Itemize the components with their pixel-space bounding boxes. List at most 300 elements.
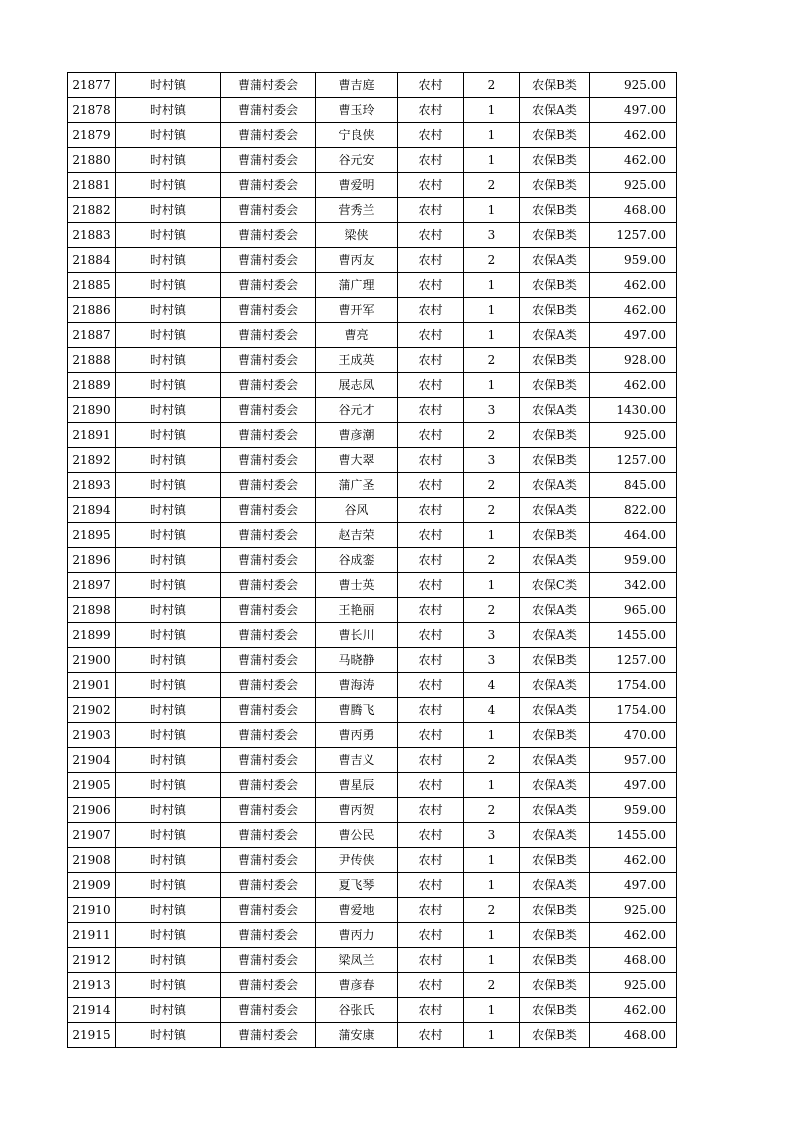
people-count-cell: 1 xyxy=(464,273,520,298)
category-cell: 农保A类 xyxy=(520,473,590,498)
table-row xyxy=(68,123,677,148)
town-cell: 时村镇 xyxy=(116,723,221,748)
people-count-cell: 1 xyxy=(464,1023,520,1048)
record-id-cell: 21896 xyxy=(68,548,116,573)
table-row xyxy=(68,398,677,423)
amount-cell: 1754.00 xyxy=(590,673,677,698)
table-row xyxy=(68,673,677,698)
village-committee-cell: 曹蒲村委会 xyxy=(221,948,316,973)
people-count-cell: 2 xyxy=(464,73,520,98)
town-cell: 时村镇 xyxy=(116,573,221,598)
record-id-cell: 21914 xyxy=(68,998,116,1023)
amount-cell: 468.00 xyxy=(590,198,677,223)
record-id-cell: 21900 xyxy=(68,648,116,673)
table-row xyxy=(68,773,677,798)
household-type-cell: 农村 xyxy=(398,898,464,923)
village-committee-cell: 曹蒲村委会 xyxy=(221,548,316,573)
amount-cell: 959.00 xyxy=(590,798,677,823)
record-id-cell: 21891 xyxy=(68,423,116,448)
village-committee-cell: 曹蒲村委会 xyxy=(221,673,316,698)
table-row xyxy=(68,648,677,673)
town-cell: 时村镇 xyxy=(116,298,221,323)
table-row xyxy=(68,73,677,98)
people-count-cell: 2 xyxy=(464,423,520,448)
name-cell: 曹彦春 xyxy=(316,973,398,998)
amount-cell: 822.00 xyxy=(590,498,677,523)
name-cell: 展志凤 xyxy=(316,373,398,398)
category-cell: 农保A类 xyxy=(520,673,590,698)
village-committee-cell: 曹蒲村委会 xyxy=(221,748,316,773)
amount-cell: 1455.00 xyxy=(590,623,677,648)
town-cell: 时村镇 xyxy=(116,173,221,198)
record-id-cell: 21910 xyxy=(68,898,116,923)
town-cell: 时村镇 xyxy=(116,523,221,548)
name-cell: 曹星辰 xyxy=(316,773,398,798)
name-cell: 王艳丽 xyxy=(316,598,398,623)
amount-cell: 462.00 xyxy=(590,998,677,1023)
town-cell: 时村镇 xyxy=(116,873,221,898)
category-cell: 农保B类 xyxy=(520,223,590,248)
village-committee-cell: 曹蒲村委会 xyxy=(221,623,316,648)
village-committee-cell: 曹蒲村委会 xyxy=(221,223,316,248)
name-cell: 梁侠 xyxy=(316,223,398,248)
name-cell: 曹丙勇 xyxy=(316,723,398,748)
town-cell: 时村镇 xyxy=(116,348,221,373)
people-count-cell: 1 xyxy=(464,373,520,398)
name-cell: 谷元安 xyxy=(316,148,398,173)
amount-cell: 925.00 xyxy=(590,898,677,923)
name-cell: 曹丙力 xyxy=(316,923,398,948)
town-cell: 时村镇 xyxy=(116,148,221,173)
category-cell: 农保A类 xyxy=(520,748,590,773)
household-type-cell: 农村 xyxy=(398,998,464,1023)
town-cell: 时村镇 xyxy=(116,398,221,423)
household-type-cell: 农村 xyxy=(398,723,464,748)
people-count-cell: 2 xyxy=(464,548,520,573)
category-cell: 农保B类 xyxy=(520,298,590,323)
table-row xyxy=(68,223,677,248)
table-row xyxy=(68,423,677,448)
name-cell: 曹士英 xyxy=(316,573,398,598)
village-committee-cell: 曹蒲村委会 xyxy=(221,648,316,673)
people-count-cell: 3 xyxy=(464,823,520,848)
village-committee-cell: 曹蒲村委会 xyxy=(221,448,316,473)
category-cell: 农保B类 xyxy=(520,173,590,198)
village-committee-cell: 曹蒲村委会 xyxy=(221,898,316,923)
town-cell: 时村镇 xyxy=(116,423,221,448)
town-cell: 时村镇 xyxy=(116,223,221,248)
category-cell: 农保B类 xyxy=(520,73,590,98)
name-cell: 曹吉义 xyxy=(316,748,398,773)
category-cell: 农保B类 xyxy=(520,523,590,548)
town-cell: 时村镇 xyxy=(116,448,221,473)
table-row xyxy=(68,323,677,348)
table-row xyxy=(68,473,677,498)
category-cell: 农保B类 xyxy=(520,448,590,473)
people-count-cell: 1 xyxy=(464,773,520,798)
record-id-cell: 21877 xyxy=(68,73,116,98)
town-cell: 时村镇 xyxy=(116,1023,221,1048)
record-id-cell: 21898 xyxy=(68,598,116,623)
table-row xyxy=(68,848,677,873)
category-cell: 农保A类 xyxy=(520,323,590,348)
household-type-cell: 农村 xyxy=(398,98,464,123)
people-count-cell: 2 xyxy=(464,748,520,773)
people-count-cell: 1 xyxy=(464,98,520,123)
people-count-cell: 3 xyxy=(464,223,520,248)
record-id-cell: 21897 xyxy=(68,573,116,598)
name-cell: 曹彦潮 xyxy=(316,423,398,448)
people-count-cell: 3 xyxy=(464,398,520,423)
record-id-cell: 21880 xyxy=(68,148,116,173)
table-row xyxy=(68,798,677,823)
category-cell: 农保B类 xyxy=(520,423,590,448)
village-committee-cell: 曹蒲村委会 xyxy=(221,723,316,748)
town-cell: 时村镇 xyxy=(116,948,221,973)
people-count-cell: 1 xyxy=(464,923,520,948)
household-type-cell: 农村 xyxy=(398,373,464,398)
household-type-cell: 农村 xyxy=(398,923,464,948)
amount-cell: 462.00 xyxy=(590,148,677,173)
amount-cell: 925.00 xyxy=(590,423,677,448)
record-id-cell: 21909 xyxy=(68,873,116,898)
household-type-cell: 农村 xyxy=(398,773,464,798)
table-row xyxy=(68,873,677,898)
household-type-cell: 农村 xyxy=(398,873,464,898)
amount-cell: 925.00 xyxy=(590,73,677,98)
category-cell: 农保A类 xyxy=(520,623,590,648)
record-id-cell: 21884 xyxy=(68,248,116,273)
amount-cell: 957.00 xyxy=(590,748,677,773)
table-row xyxy=(68,1023,677,1048)
village-committee-cell: 曹蒲村委会 xyxy=(221,773,316,798)
category-cell: 农保B类 xyxy=(520,348,590,373)
town-cell: 时村镇 xyxy=(116,798,221,823)
amount-cell: 468.00 xyxy=(590,1023,677,1048)
category-cell: 农保B类 xyxy=(520,648,590,673)
record-id-cell: 21893 xyxy=(68,473,116,498)
category-cell: 农保B类 xyxy=(520,123,590,148)
record-id-cell: 21894 xyxy=(68,498,116,523)
town-cell: 时村镇 xyxy=(116,748,221,773)
town-cell: 时村镇 xyxy=(116,848,221,873)
town-cell: 时村镇 xyxy=(116,473,221,498)
amount-cell: 1257.00 xyxy=(590,448,677,473)
record-id-cell: 21907 xyxy=(68,823,116,848)
category-cell: 农保A类 xyxy=(520,698,590,723)
name-cell: 谷风 xyxy=(316,498,398,523)
household-type-cell: 农村 xyxy=(398,748,464,773)
category-cell: 农保B类 xyxy=(520,373,590,398)
household-type-cell: 农村 xyxy=(398,673,464,698)
table-row xyxy=(68,823,677,848)
category-cell: 农保A类 xyxy=(520,823,590,848)
table-body xyxy=(68,73,677,1048)
town-cell: 时村镇 xyxy=(116,898,221,923)
category-cell: 农保A类 xyxy=(520,773,590,798)
household-type-cell: 农村 xyxy=(398,498,464,523)
town-cell: 时村镇 xyxy=(116,648,221,673)
name-cell: 梁凤兰 xyxy=(316,948,398,973)
table-row xyxy=(68,273,677,298)
name-cell: 曹开军 xyxy=(316,298,398,323)
village-committee-cell: 曹蒲村委会 xyxy=(221,298,316,323)
household-type-cell: 农村 xyxy=(398,973,464,998)
village-committee-cell: 曹蒲村委会 xyxy=(221,698,316,723)
category-cell: 农保B类 xyxy=(520,148,590,173)
people-count-cell: 1 xyxy=(464,998,520,1023)
record-id-cell: 21888 xyxy=(68,348,116,373)
people-count-cell: 4 xyxy=(464,673,520,698)
village-committee-cell: 曹蒲村委会 xyxy=(221,923,316,948)
name-cell: 尹传侠 xyxy=(316,848,398,873)
town-cell: 时村镇 xyxy=(116,198,221,223)
record-id-cell: 21901 xyxy=(68,673,116,698)
household-type-cell: 农村 xyxy=(398,198,464,223)
name-cell: 宁良侠 xyxy=(316,123,398,148)
name-cell: 营秀兰 xyxy=(316,198,398,223)
people-count-cell: 1 xyxy=(464,523,520,548)
name-cell: 曹爱明 xyxy=(316,173,398,198)
village-committee-cell: 曹蒲村委会 xyxy=(221,473,316,498)
name-cell: 曹亮 xyxy=(316,323,398,348)
table-row xyxy=(68,448,677,473)
village-committee-cell: 曹蒲村委会 xyxy=(221,148,316,173)
name-cell: 谷元才 xyxy=(316,398,398,423)
village-committee-cell: 曹蒲村委会 xyxy=(221,498,316,523)
amount-cell: 925.00 xyxy=(590,173,677,198)
household-type-cell: 农村 xyxy=(398,173,464,198)
amount-cell: 959.00 xyxy=(590,548,677,573)
category-cell: 农保B类 xyxy=(520,1023,590,1048)
record-id-cell: 21892 xyxy=(68,448,116,473)
category-cell: 农保C类 xyxy=(520,573,590,598)
people-count-cell: 1 xyxy=(464,298,520,323)
town-cell: 时村镇 xyxy=(116,673,221,698)
amount-cell: 965.00 xyxy=(590,598,677,623)
village-committee-cell: 曹蒲村委会 xyxy=(221,998,316,1023)
amount-cell: 462.00 xyxy=(590,298,677,323)
village-committee-cell: 曹蒲村委会 xyxy=(221,598,316,623)
people-count-cell: 2 xyxy=(464,348,520,373)
village-committee-cell: 曹蒲村委会 xyxy=(221,523,316,548)
people-count-cell: 2 xyxy=(464,473,520,498)
amount-cell: 1754.00 xyxy=(590,698,677,723)
household-type-cell: 农村 xyxy=(398,848,464,873)
amount-cell: 1455.00 xyxy=(590,823,677,848)
category-cell: 农保B类 xyxy=(520,848,590,873)
table-row xyxy=(68,898,677,923)
name-cell: 曹玉玲 xyxy=(316,98,398,123)
category-cell: 农保A类 xyxy=(520,873,590,898)
category-cell: 农保B类 xyxy=(520,948,590,973)
name-cell: 曹长川 xyxy=(316,623,398,648)
household-type-cell: 农村 xyxy=(398,1023,464,1048)
record-id-cell: 21883 xyxy=(68,223,116,248)
category-cell: 农保B类 xyxy=(520,973,590,998)
village-committee-cell: 曹蒲村委会 xyxy=(221,573,316,598)
record-id-cell: 21889 xyxy=(68,373,116,398)
people-count-cell: 1 xyxy=(464,123,520,148)
table-row xyxy=(68,623,677,648)
name-cell: 曹爱地 xyxy=(316,898,398,923)
household-type-cell: 农村 xyxy=(398,323,464,348)
amount-cell: 497.00 xyxy=(590,873,677,898)
people-count-cell: 3 xyxy=(464,648,520,673)
table-row xyxy=(68,198,677,223)
people-count-cell: 1 xyxy=(464,148,520,173)
name-cell: 王成英 xyxy=(316,348,398,373)
village-committee-cell: 曹蒲村委会 xyxy=(221,348,316,373)
record-id-cell: 21905 xyxy=(68,773,116,798)
record-id-cell: 21913 xyxy=(68,973,116,998)
town-cell: 时村镇 xyxy=(116,923,221,948)
people-count-cell: 2 xyxy=(464,173,520,198)
people-count-cell: 2 xyxy=(464,498,520,523)
record-id-cell: 21885 xyxy=(68,273,116,298)
amount-cell: 497.00 xyxy=(590,773,677,798)
household-type-cell: 农村 xyxy=(398,73,464,98)
amount-cell: 462.00 xyxy=(590,123,677,148)
name-cell: 马晓静 xyxy=(316,648,398,673)
town-cell: 时村镇 xyxy=(116,623,221,648)
household-type-cell: 农村 xyxy=(398,823,464,848)
household-type-cell: 农村 xyxy=(398,598,464,623)
village-committee-cell: 曹蒲村委会 xyxy=(221,248,316,273)
town-cell: 时村镇 xyxy=(116,273,221,298)
town-cell: 时村镇 xyxy=(116,698,221,723)
town-cell: 时村镇 xyxy=(116,73,221,98)
household-type-cell: 农村 xyxy=(398,123,464,148)
household-type-cell: 农村 xyxy=(398,348,464,373)
town-cell: 时村镇 xyxy=(116,323,221,348)
village-committee-cell: 曹蒲村委会 xyxy=(221,798,316,823)
name-cell: 曹大翠 xyxy=(316,448,398,473)
amount-cell: 462.00 xyxy=(590,923,677,948)
record-id-cell: 21887 xyxy=(68,323,116,348)
amount-cell: 959.00 xyxy=(590,248,677,273)
name-cell: 蒲广理 xyxy=(316,273,398,298)
town-cell: 时村镇 xyxy=(116,248,221,273)
table-row xyxy=(68,998,677,1023)
household-type-cell: 农村 xyxy=(398,273,464,298)
record-id-cell: 21879 xyxy=(68,123,116,148)
household-type-cell: 农村 xyxy=(398,448,464,473)
name-cell: 曹腾飞 xyxy=(316,698,398,723)
people-count-cell: 1 xyxy=(464,873,520,898)
village-committee-cell: 曹蒲村委会 xyxy=(221,198,316,223)
village-committee-cell: 曹蒲村委会 xyxy=(221,173,316,198)
table-row xyxy=(68,523,677,548)
village-committee-cell: 曹蒲村委会 xyxy=(221,873,316,898)
people-count-cell: 1 xyxy=(464,848,520,873)
table-row xyxy=(68,723,677,748)
people-count-cell: 2 xyxy=(464,598,520,623)
record-id-cell: 21886 xyxy=(68,298,116,323)
people-count-cell: 1 xyxy=(464,948,520,973)
category-cell: 农保B类 xyxy=(520,998,590,1023)
name-cell: 曹吉庭 xyxy=(316,73,398,98)
people-count-cell: 2 xyxy=(464,798,520,823)
table-row xyxy=(68,548,677,573)
name-cell: 赵吉荣 xyxy=(316,523,398,548)
category-cell: 农保A类 xyxy=(520,548,590,573)
record-id-cell: 21890 xyxy=(68,398,116,423)
name-cell: 夏飞琴 xyxy=(316,873,398,898)
record-id-cell: 21895 xyxy=(68,523,116,548)
amount-cell: 925.00 xyxy=(590,973,677,998)
town-cell: 时村镇 xyxy=(116,823,221,848)
table-row xyxy=(68,148,677,173)
town-cell: 时村镇 xyxy=(116,373,221,398)
household-type-cell: 农村 xyxy=(398,948,464,973)
table-row xyxy=(68,598,677,623)
village-committee-cell: 曹蒲村委会 xyxy=(221,973,316,998)
household-type-cell: 农村 xyxy=(398,548,464,573)
amount-cell: 1257.00 xyxy=(590,223,677,248)
household-type-cell: 农村 xyxy=(398,698,464,723)
table-row xyxy=(68,498,677,523)
table-row xyxy=(68,173,677,198)
household-type-cell: 农村 xyxy=(398,298,464,323)
category-cell: 农保A类 xyxy=(520,598,590,623)
village-committee-cell: 曹蒲村委会 xyxy=(221,823,316,848)
amount-cell: 497.00 xyxy=(590,323,677,348)
town-cell: 时村镇 xyxy=(116,998,221,1023)
category-cell: 农保B类 xyxy=(520,723,590,748)
people-count-cell: 2 xyxy=(464,898,520,923)
category-cell: 农保A类 xyxy=(520,798,590,823)
amount-cell: 1257.00 xyxy=(590,648,677,673)
name-cell: 蒲广圣 xyxy=(316,473,398,498)
town-cell: 时村镇 xyxy=(116,598,221,623)
village-committee-cell: 曹蒲村委会 xyxy=(221,73,316,98)
table-row xyxy=(68,573,677,598)
household-type-cell: 农村 xyxy=(398,798,464,823)
household-type-cell: 农村 xyxy=(398,148,464,173)
village-committee-cell: 曹蒲村委会 xyxy=(221,848,316,873)
data-table xyxy=(67,72,677,1048)
people-count-cell: 1 xyxy=(464,723,520,748)
people-count-cell: 3 xyxy=(464,623,520,648)
category-cell: 农保B类 xyxy=(520,923,590,948)
record-id-cell: 21908 xyxy=(68,848,116,873)
category-cell: 农保A类 xyxy=(520,398,590,423)
record-id-cell: 21906 xyxy=(68,798,116,823)
table-row xyxy=(68,748,677,773)
household-type-cell: 农村 xyxy=(398,248,464,273)
amount-cell: 845.00 xyxy=(590,473,677,498)
household-type-cell: 农村 xyxy=(398,623,464,648)
village-committee-cell: 曹蒲村委会 xyxy=(221,98,316,123)
people-count-cell: 2 xyxy=(464,973,520,998)
table-row xyxy=(68,948,677,973)
amount-cell: 464.00 xyxy=(590,523,677,548)
record-id-cell: 21915 xyxy=(68,1023,116,1048)
town-cell: 时村镇 xyxy=(116,123,221,148)
people-count-cell: 1 xyxy=(464,198,520,223)
village-committee-cell: 曹蒲村委会 xyxy=(221,273,316,298)
record-id-cell: 21902 xyxy=(68,698,116,723)
household-type-cell: 农村 xyxy=(398,398,464,423)
table-row xyxy=(68,973,677,998)
amount-cell: 497.00 xyxy=(590,98,677,123)
amount-cell: 342.00 xyxy=(590,573,677,598)
village-committee-cell: 曹蒲村委会 xyxy=(221,423,316,448)
table-row xyxy=(68,373,677,398)
table-row xyxy=(68,348,677,373)
table-row xyxy=(68,98,677,123)
